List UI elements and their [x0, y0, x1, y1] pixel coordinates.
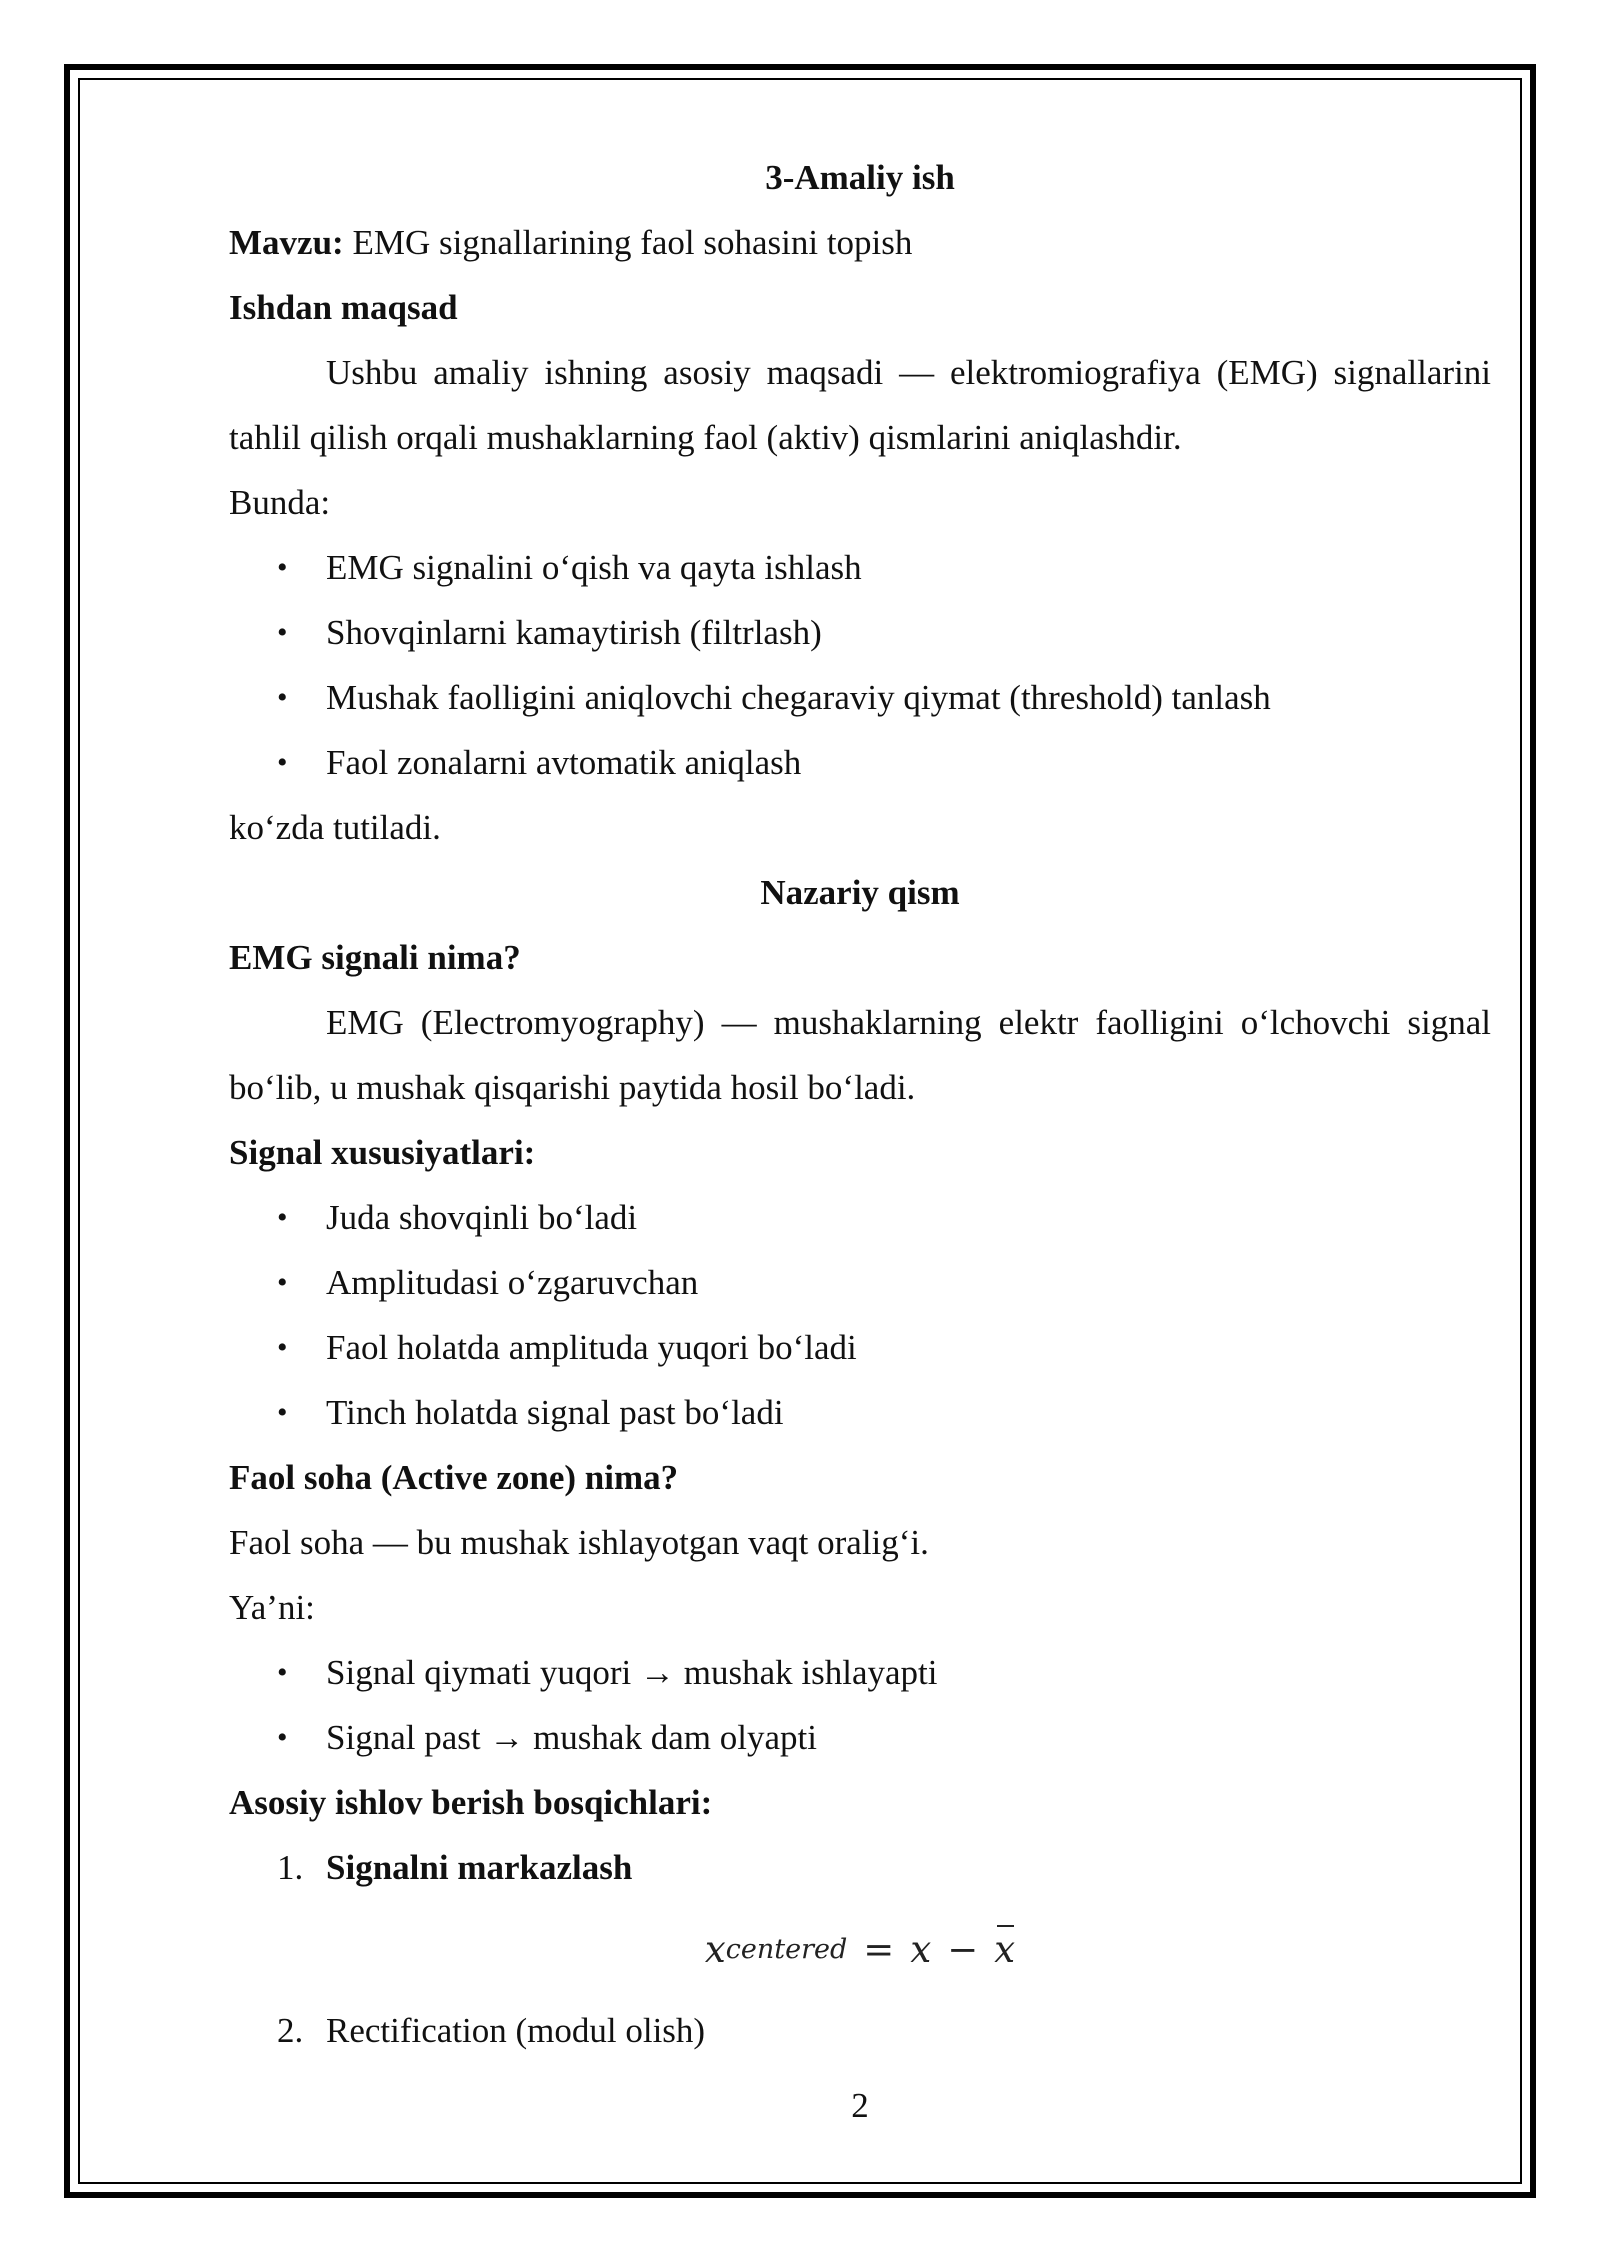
list-item-text: Signal past → mushak dam olyapti: [326, 1718, 817, 1757]
active-zone-list: [229, 1640, 1491, 1770]
goal-list: [229, 535, 1491, 795]
active-zone-heading: Faol soha (Active zone) nima?: [229, 1458, 679, 1497]
bullet-icon: •: [277, 1201, 288, 1234]
emg-paragraph: EMG (Electromyography) — mushaklarning elektr faolligini o‘lchovchi signal bo‘lib, u mushak qisqarishi paytida hosil bo‘ladi.: [229, 1003, 1491, 1107]
list-item-text: Mushak faolligini aniqlovchi chegaraviy qiymat (threshold) tanlash: [326, 678, 1271, 717]
bullet-icon: •: [277, 1656, 288, 1689]
list-item: [229, 1705, 1491, 1770]
list-item-text: Amplitudasi o‘zgaruvchan: [326, 1263, 699, 1302]
properties-list: [229, 1185, 1491, 1445]
formula-lhs: x: [704, 1927, 726, 1971]
step-item: [229, 1835, 1491, 1900]
bullet-icon: •: [277, 551, 288, 584]
goal-paragraph: Ushbu amaliy ishning asosiy maqsadi — elektromiografiya (EMG) signallarini tahlil qilish orqali mushaklarning faol (aktiv) qismlarini aniqlashdir.: [229, 353, 1491, 457]
page-number: 2: [851, 2086, 869, 2125]
formula-x: x: [910, 1927, 932, 1971]
list-item-text: Shovqinlarni kamaytirish (filtrlash): [326, 613, 822, 652]
formula-equals: =: [863, 1927, 895, 1971]
topic-text: EMG signallarining faol sohasini topish: [343, 223, 913, 262]
list-item: [229, 600, 1491, 665]
list-item: [229, 1250, 1491, 1315]
step-label: Rectification (modul olish): [326, 2011, 706, 2050]
bullet-icon: •: [277, 681, 288, 714]
document-title: 3-Amaliy ish: [765, 158, 955, 197]
goal-closing: ko‘zda tutiladi.: [229, 808, 441, 847]
list-item: [229, 1315, 1491, 1380]
step-number: 2.: [277, 2011, 304, 2050]
list-item-text: Signal qiymati yuqori → mushak ishlayapti: [326, 1653, 938, 1692]
formula-mean: x: [994, 1917, 1015, 1982]
bullet-icon: •: [277, 1331, 288, 1364]
yani-label: Ya’ni:: [229, 1588, 315, 1627]
bullet-icon: •: [277, 616, 288, 649]
list-item: [229, 1380, 1491, 1445]
steps-heading: Asosiy ishlov berish bosqichlari:: [229, 1783, 713, 1822]
document-body: [229, 145, 1491, 2063]
goal-heading: Ishdan maqsad: [229, 288, 458, 327]
list-item: [229, 535, 1491, 600]
list-item-text: Juda shovqinli bo‘ladi: [326, 1198, 638, 1237]
topic-label: Mavzu:: [229, 223, 344, 262]
bullet-icon: •: [277, 1721, 288, 1754]
bunda-label: Bunda:: [229, 483, 331, 522]
step-number: 1.: [277, 1848, 304, 1887]
list-item-text: Tinch holatda signal past bo‘ladi: [326, 1393, 784, 1432]
topic-line: [229, 210, 1491, 275]
formula-minus: −: [947, 1927, 979, 1971]
list-item: [229, 1640, 1491, 1705]
bullet-icon: •: [277, 746, 288, 779]
bullet-icon: •: [277, 1396, 288, 1429]
list-item: [229, 1185, 1491, 1250]
list-item: [229, 665, 1491, 730]
step-label: Signalni markazlash: [326, 1848, 633, 1887]
formula-subscript: centered: [725, 1933, 848, 1965]
active-zone-text: Faol soha — bu mushak ishlayotgan vaqt oralig‘i.: [229, 1523, 929, 1562]
list-item-text: Faol zonalarni avtomatik aniqlash: [326, 743, 802, 782]
list-item-text: Faol holatda amplituda yuqori bo‘ladi: [326, 1328, 857, 1367]
step-item: [229, 1998, 1491, 2063]
properties-heading: Signal xususiyatlari:: [229, 1133, 536, 1172]
steps-list-continued: [229, 1998, 1491, 2063]
list-item-text: EMG signalini o‘qish va qayta ishlash: [326, 548, 862, 587]
list-item: [229, 730, 1491, 795]
bullet-icon: •: [277, 1266, 288, 1299]
steps-list: [229, 1835, 1491, 1900]
centering-formula: [229, 1900, 1491, 1998]
theory-heading: Nazariy qism: [760, 873, 960, 912]
emg-heading: EMG signali nima?: [229, 938, 521, 977]
